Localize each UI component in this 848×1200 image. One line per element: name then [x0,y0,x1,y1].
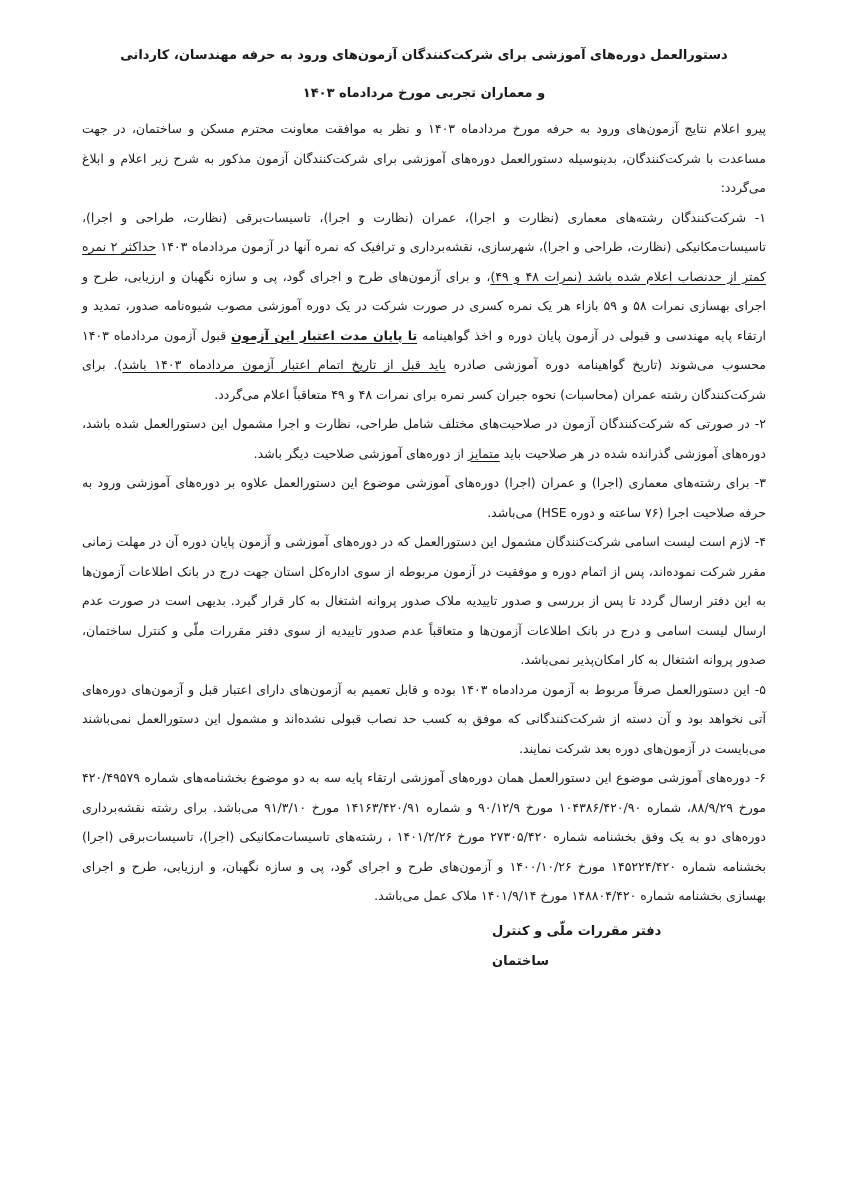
item-4: ۴- لازم است لیست اسامی شرکت‌کنندگان مشمول این دستورالعمل که در دوره‌های آموزشی و آزمون پایان دوره آن در مهلت زمانی مقرر شرکت نموده‌اند، پس از اتمام دوره و موفقیت در آزمون مربوطه از سوی اداره‌کل استان جهت درج در بانک اطلاعات آزمون‌ها به این دفتر ارسال گردد تا پس از بررسی و صدور تاییدیه ملاک صدور پروانه اشتغال به کار قرار گیرد. بدیهی است در صورت عدم ارسال لیست اسامی و درج در بانک اطلاعات آزمون‌ها و متعاقباً عدم صدور تاییدیه از سوی دفتر مقررات ملّی و کنترل ساختمان، صدور پروانه اشتغال به کار امکان‌پذیر نمی‌باشد. [82,534,766,667]
item-2-text-b: از دوره‌های آموزشی صلاحیت دیگر باشد. [253,445,468,461]
item-1-text-a: ۱- شرکت‌کنندگان رشته‌های معماری (نظارت و اجرا)، عمران (نظارت و اجرا)، تاسیسات‌برقی (نظارت، طراحی و اجرا)، تاسیسات‌مکانیکی (نظارت، طراحی و اجرا)، شهرسازی، نقشه‌برداری و ترافیک که نمره آنها در آزمون مردادماه ۱۴۰۳ [82,209,766,254]
item-1-underlined-score-range: حداکثر ۲ نمره کمتر از حدنصاب اعلام شده باشد (نمرات ۴۸ و ۴۹) [82,239,767,284]
item-6: ۶- دوره‌های آموزشی موضوع این دستورالعمل همان دوره‌های آموزشی ارتقاء پایه سه به دو موضوع بخشنامه‌های شماره ۴۲۰/۴۹۵۷۹ مورخ ۸۸/۹/۲۹، شماره ۱۰۴۳۸۶/۴۲۰/۹۰ مورخ ۹۰/۱۲/۹ و شماره ۱۴۱۶۳/۴۲۰/۹۱ مورخ ۹۱/۳/۱۰ می‌باشد. برای رشته نقشه‌برداری دوره‌های دو به یک وفق بخشنامه شماره ۲۷۳۰۵/۴۲۰ مورخ ۱۴۰۱/۲/۲۶ ، رشته‌های تاسیسات‌مکانیکی (اجرا)، تاسیسات‌برقی (اجرا) بخشنامه شماره ۱۴۵۲۲۴/۴۲۰ مورخ ۱۴۰۰/۱۰/۲۶ و آزمون‌های طرح و اجرای گود، پی و سازه نگهبان، و ارزیابی، طرح و اجرای بهسازی بخشنامه شماره ۱۴۸۸۰۴/۴۲۰ مورخ ۱۴۰۱/۹/۱۴ ملاک عمل می‌باشد. [82,770,767,903]
document-title-line-1: دستورالعمل دوره‌های آموزشی برای شرکت‌کنندگان آزمون‌های ورود به حرفه مهندسان، کاردانی [120,48,728,63]
document-title-line-2: و معماران تجربی مورخ مردادماه ۱۴۰۳ [302,86,546,101]
signature-office: دفتر مقررات ملّی و کنترل ساختمان [492,923,662,969]
item-2-text-a: ۲- در صورتی که شرکت‌کنندگان آزمون در صلاحیت‌های مختلف شامل طراحی، نظارت و اجرا مشمول این دستورالعمل شده باشد، دوره‌های آموزشی گذرانده شده در هر صلاحیت باید [82,416,766,461]
intro-paragraph: پیرو اعلام نتایج آزمون‌های ورود به حرفه مورخ مردادماه ۱۴۰۳ و نظر به موافقت معاونت محترم مسکن و ساختمان، در جهت مساعدت با شرکت‌کنندگان، بدینوسیله دستورالعمل دوره‌های آموزشی برای شرکت‌کنندگان آزمون مذکور به شرح زیر اعلام و ابلاغ می‌گردد: [82,121,767,195]
item-1-text-d: ). برای شرکت‌کنندگان رشته عمران (محاسبات) نحوه جبران کسر نمره برای نمرات ۴۸ و ۴۹ متعاقباً اعلام می‌گردد. [82,357,766,402]
item-1-text-b: ، و برای آزمون‌های طرح و اجرای گود، پی و سازه نگهبان و ارزیابی، طرح و اجرای بهسازی نمرات ۵۸ و ۵۹ بازاء هر یک نمره کسری در صورت شرکت در یک دوره آموزشی مصوب شیوه‌نامه صدور، تمدید و ارتقاء پایه مهندسی و قبولی در آزمون پایان دوره و اخذ گواهینامه [82,268,767,343]
item-1-text-c: قبول آزمون مردادماه ۱۴۰۳ محسوب می‌شوند (تاریخ گواهینامه دوره آموزشی صادره [82,327,766,372]
item-5: ۵- این دستورالعمل صرفاً مربوط به آزمون مردادماه ۱۴۰۳ بوده و قابل تعمیم به آزمون‌های دارای اعتبار قبل و آزمون‌های دوره‌های آتی نخواهد بود و آن دسته از شرکت‌کنندگانی که موفق به کسب حد نصاب قبولی نشده‌اند و مشمول این دستورالعمل نمی‌باشند می‌بایست در آزمون‌های دوره بعد شرکت نمایند. [82,681,766,756]
item-1-certificate-date-note: باید قبل از تاریخ اتمام اعتبار آزمون مردادماه ۱۴۰۳ باشد [122,357,446,372]
item-1 [82,203,766,410]
item-2 [82,409,766,468]
item-3: ۳- برای رشته‌های معماری (اجرا) و عمران (اجرا) دوره‌های آموزشی موضوع این دستورالعمل علاوه بر دوره‌های آموزشی ورود به حرفه صلاحیت اجرا (۷۶ ساعته و دوره HSE) می‌باشد. [82,475,766,520]
item-1-validity-deadline: تا پایان مدت اعتبار این آزمون [231,327,418,343]
item-2-underlined-distinct: متمایز [467,445,500,461]
